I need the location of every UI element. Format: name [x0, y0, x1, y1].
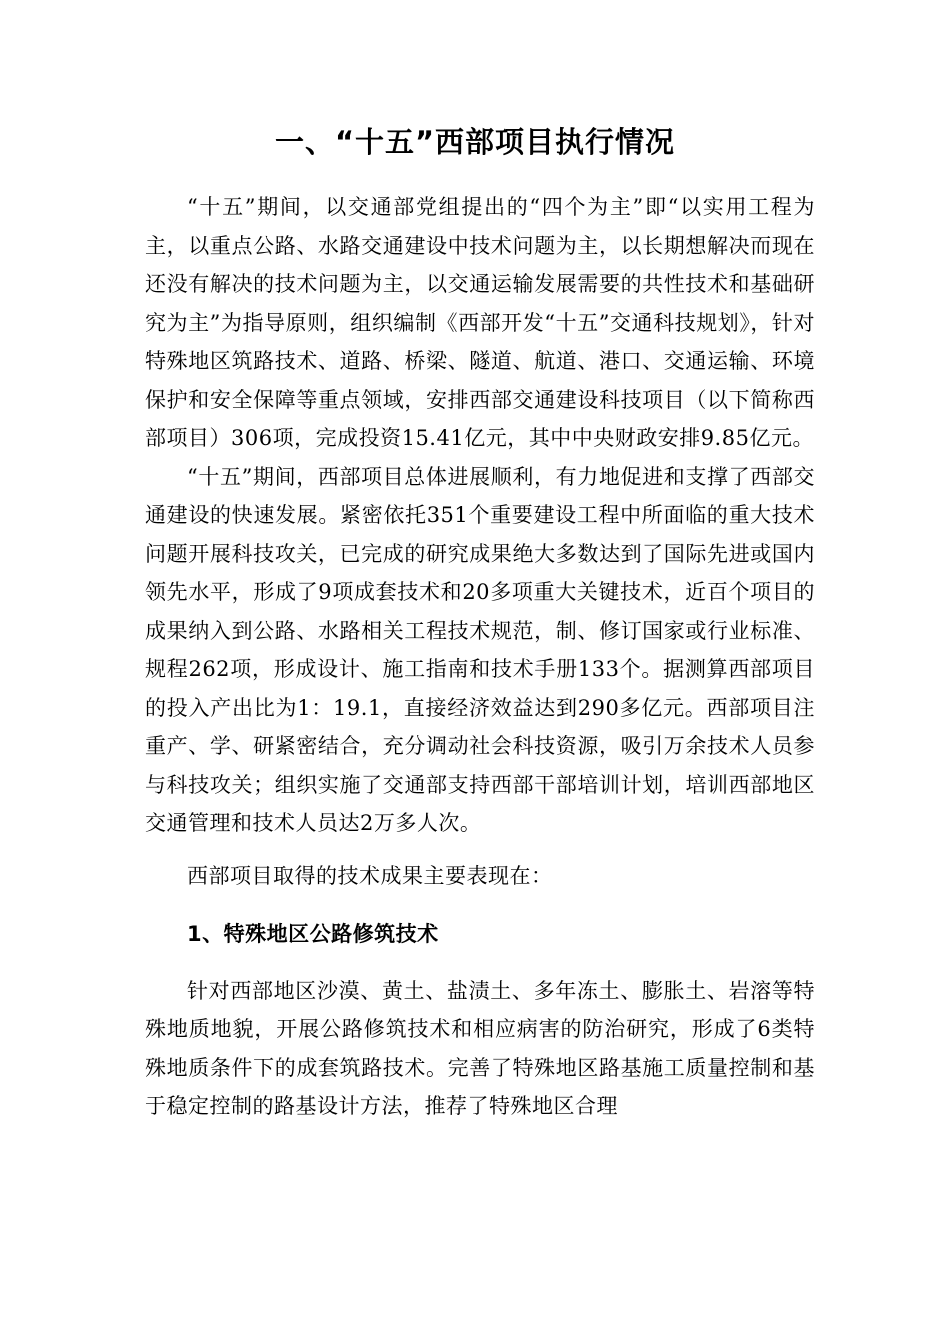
section-title: 一、“十五”西部项目执行情况: [274, 125, 676, 159]
paragraph-intro-results: 西部项目取得的技术成果主要表现在：: [187, 863, 553, 888]
paragraph-overview: “十五”期间，以交通部党组提出的“四个为主”即“以实用工程为主，以重点公路、水路交通建设中技术问题为主，以长期想解决而现在还没有解决的技术问题为主，以交通运输发展需要的共性技术和基础研究为主”为指导原则，组织编制《西部开发“十五”交通科技规划》，针对特殊地区筑路技术、道路、桥梁、隧道、航道、港口、交通运输、环境保护和安全保障等重点领域，安排西部交通建设科技项目（以下简称西部项目）306项，完成投资15.41亿元，其中中央财政安排9.85亿元。: [145, 195, 815, 450]
document-body: [145, 188, 815, 1126]
paragraph-progress: “十五”期间，西部项目总体进展顺利，有力地促进和支撑了西部交通建设的快速发展。紧密依托351个重要建设工程中所面临的重大技术问题开展科技攻关，已完成的研究成果绝大多数达到了国际先进或国内领先水平，形成了9项成套技术和20多项重大关键技术，近百个项目的成果纳入到公路、水路相关工程技术规范，制、修订国家或行业标准、规程262项，形成设计、施工指南和技术手册133个。据测算西部项目的投入产出比为1：19.1，直接经济效益达到290多亿元。西部项目注重产、学、研紧密结合，充分调动社会科技资源，吸引万余技术人员参与科技攻关；组织实施了交通部支持西部干部培训计划，培训西部地区交通管理和技术人员达2万多人次。: [145, 464, 815, 835]
paragraph-special-road-tech: 针对西部地区沙漠、黄土、盐渍土、多年冻土、膨胀土、岩溶等特殊地质地貌，开展公路修筑技术和相应病害的防治研究，形成了6类特殊地质条件下的成套筑路技术。完善了特殊地区路基施工质量控制和基于稳定控制的路基设计方法，推荐了特殊地区合理: [145, 978, 815, 1118]
subsection-heading: 1、特殊地区公路修筑技术: [187, 922, 439, 946]
